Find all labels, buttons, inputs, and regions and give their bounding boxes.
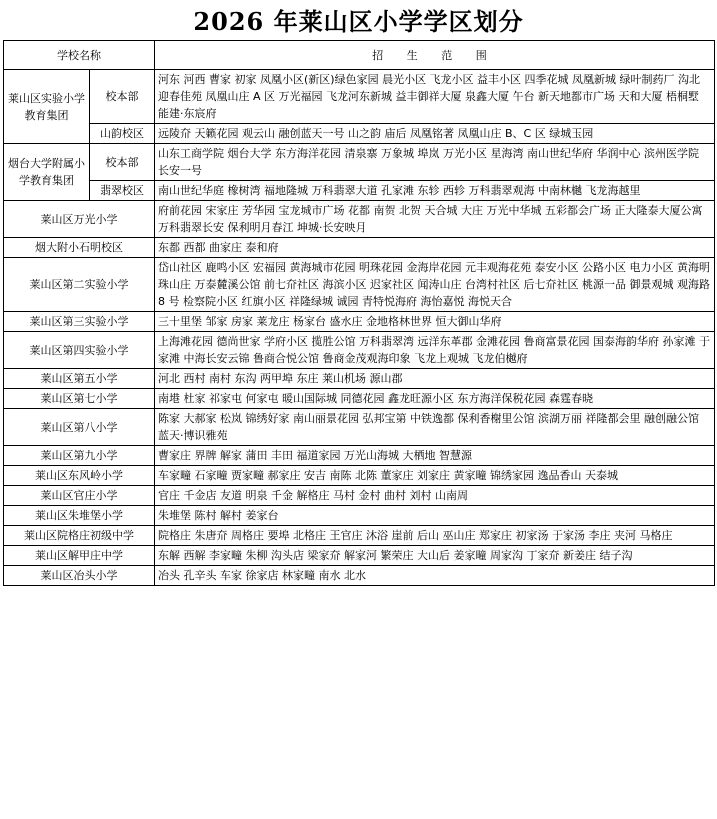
table-row [4,332,715,369]
enrollment-area: 山东工商学院 烟台大学 东方海洋花园 清泉寨 万象城 埠岚 万光小区 星海湾 南山世纪华府 华润中心 滨州医学院 长安一号 [155,144,715,181]
table-row [4,466,715,486]
school-name: 莱山区解甲庄中学 [4,546,155,566]
school-name: 莱山区院格庄初级中学 [4,526,155,546]
table-row [4,124,715,144]
enrollment-area: 三十里堡 邹家 房家 莱龙庄 杨家台 盛水庄 金地格林世界 恒大御山华府 [155,312,715,332]
table-row [4,181,715,201]
table-row [4,238,715,258]
document-title: 2026 年莱山区小学学区划分 [193,7,524,36]
enrollment-area: 府前花园 宋家庄 芳华园 宝龙城市广场 花都 南贺 北贺 天合城 大庄 万光中华城 五彩都会广场 正大隆泰大厦公寓 万科翡翠长安 保利明月春江 坤城·长安映月 [155,201,715,238]
table-row [4,144,715,181]
table-row [4,446,715,466]
table-row [4,70,715,124]
school-name: 莱山区万光小学 [4,201,155,238]
enrollment-area: 东解 西解 李家疃 朱柳 沟头店 梁家夼 解家河 繁荣庄 大山后 姜家疃 周家沟 丁家夼 新姜庄 结子沟 [155,546,715,566]
table-row [4,369,715,389]
school-name: 莱山区东风岭小学 [4,466,155,486]
campus-name: 山韵校区 [90,124,155,144]
school-name: 莱山区第七小学 [4,389,155,409]
table-row [4,258,715,312]
enrollment-area: 朱堆堡 陈村 解村 姜家台 [155,506,715,526]
enrollment-area: 南塂 杜家 祁家屯 何家屯 暖山国际城 同德花园 鑫龙旺源小区 东方海洋保税花园 森霆春晓 [155,389,715,409]
campus-name: 翡翠校区 [90,181,155,201]
enrollment-area: 上海滩花园 德尚世家 学府小区 揽胜公馆 万科翡翠湾 远洋东革郡 金滩花园 鲁商富景花园 国泰海韵华府 孙家滩 于家滩 中海长安云锦 鲁商合悦公馆 鲁商金茂观海印象 飞龙上观城 飞龙伯樾府 [155,332,715,369]
enrollment-area: 东都 西都 曲家庄 泰和府 [155,238,715,258]
school-name: 莱山区第九小学 [4,446,155,466]
group-name: 烟台大学附属小学教育集团 [4,144,90,201]
enrollment-area: 河东 河西 曹家 初家 凤凰小区(新区)绿色家园 晨光小区 飞龙小区 益丰小区 四季花城 凤凰新城 绿叶制药厂 沟北 迎春佳苑 凤凰山庄 A 区 万光福园 飞龙河东新城 益丰御祥大厦 泉鑫大厦 午台 新天地都市广场 天和大厦 梧桐墅 能建·东宸府 [155,70,715,124]
table-row [4,389,715,409]
table-row [4,506,715,526]
school-name: 莱山区第二实验小学 [4,258,155,312]
school-name: 莱山区第四实验小学 [4,332,155,369]
school-name: 莱山区第八小学 [4,409,155,446]
table-row [4,312,715,332]
school-name: 莱山区第五小学 [4,369,155,389]
enrollment-area: 远陵夼 天籁花园 观云山 融创蓝天一号 山之韵 庙后 凤凰铭著 凤凰山庄 B、C 区 绿城玉园 [155,124,715,144]
school-name: 莱山区官庄小学 [4,486,155,506]
enrollment-area: 院格庄 朱唐夼 周格庄 要埠 北格庄 王官庄 沐浴 崖前 后山 巫山庄 郑家庄 初家汤 于家汤 李庄 夹河 马格庄 [155,526,715,546]
enrollment-area: 曹家庄 界牌 解家 蒲田 丰田 福道家园 万光山海城 大栖地 智慧源 [155,446,715,466]
table-row [4,546,715,566]
header-enrollment-range: 招 生 范 围 [155,41,715,70]
district-table [3,40,715,586]
header-school-name: 学校名称 [4,41,155,70]
campus-name: 校本部 [90,70,155,124]
table-row [4,566,715,586]
enrollment-area: 南山世纪华庭 橡树湾 福地隆城 万科翡翠大道 孔家滩 东轸 西轸 万科翡翠观海 中南林樾 飞龙海越里 [155,181,715,201]
enrollment-area: 官庄 千金店 友道 明泉 千金 解格庄 马村 金村 曲村 刘村 山南周 [155,486,715,506]
campus-name: 校本部 [90,144,155,181]
school-name: 烟大附小石明校区 [4,238,155,258]
table-row [4,486,715,506]
school-name: 莱山区冶头小学 [4,566,155,586]
enrollment-area: 岱山社区 鹿鸣小区 宏福园 黄海城市花园 明珠花园 金海岸花园 元丰观海花苑 泰安小区 公路小区 电力小区 黄海明珠山庄 万泰麓溪公馆 前七夼社区 海滨小区 迟家社区 闻涛山庄 台湾村社区 后七夼社区 桃源一品 御景观城 观海路 8 号 检察院小区 红旗小区 祥隆绿城 诚园 青特悦海府 海怡嘉悦 海悦天合 [155,258,715,312]
school-name: 莱山区朱堆堡小学 [4,506,155,526]
group-name: 莱山区实验小学教育集团 [4,70,90,144]
enrollment-area: 车家疃 石家疃 贾家疃 郝家庄 安吉 南陈 北陈 董家庄 刘家庄 黄家疃 锦绣家园 逸品香山 天泰城 [155,466,715,486]
school-name: 莱山区第三实验小学 [4,312,155,332]
enrollment-area: 陈家 大郝家 松岚 锦绣好家 南山丽景花园 弘邦宝第 中铁逸都 保利香榭里公馆 滨湖万丽 祥隆都会里 融创融公馆 蓝天·博识雅苑 [155,409,715,446]
enrollment-area: 冶头 孔辛头 车家 徐家店 林家疃 南水 北水 [155,566,715,586]
table-row [4,409,715,446]
table-header-row [4,41,715,70]
table-row [4,526,715,546]
enrollment-area: 河北 西村 南村 东沟 两甲埠 东庄 莱山机场 源山郡 [155,369,715,389]
table-row [4,201,715,238]
